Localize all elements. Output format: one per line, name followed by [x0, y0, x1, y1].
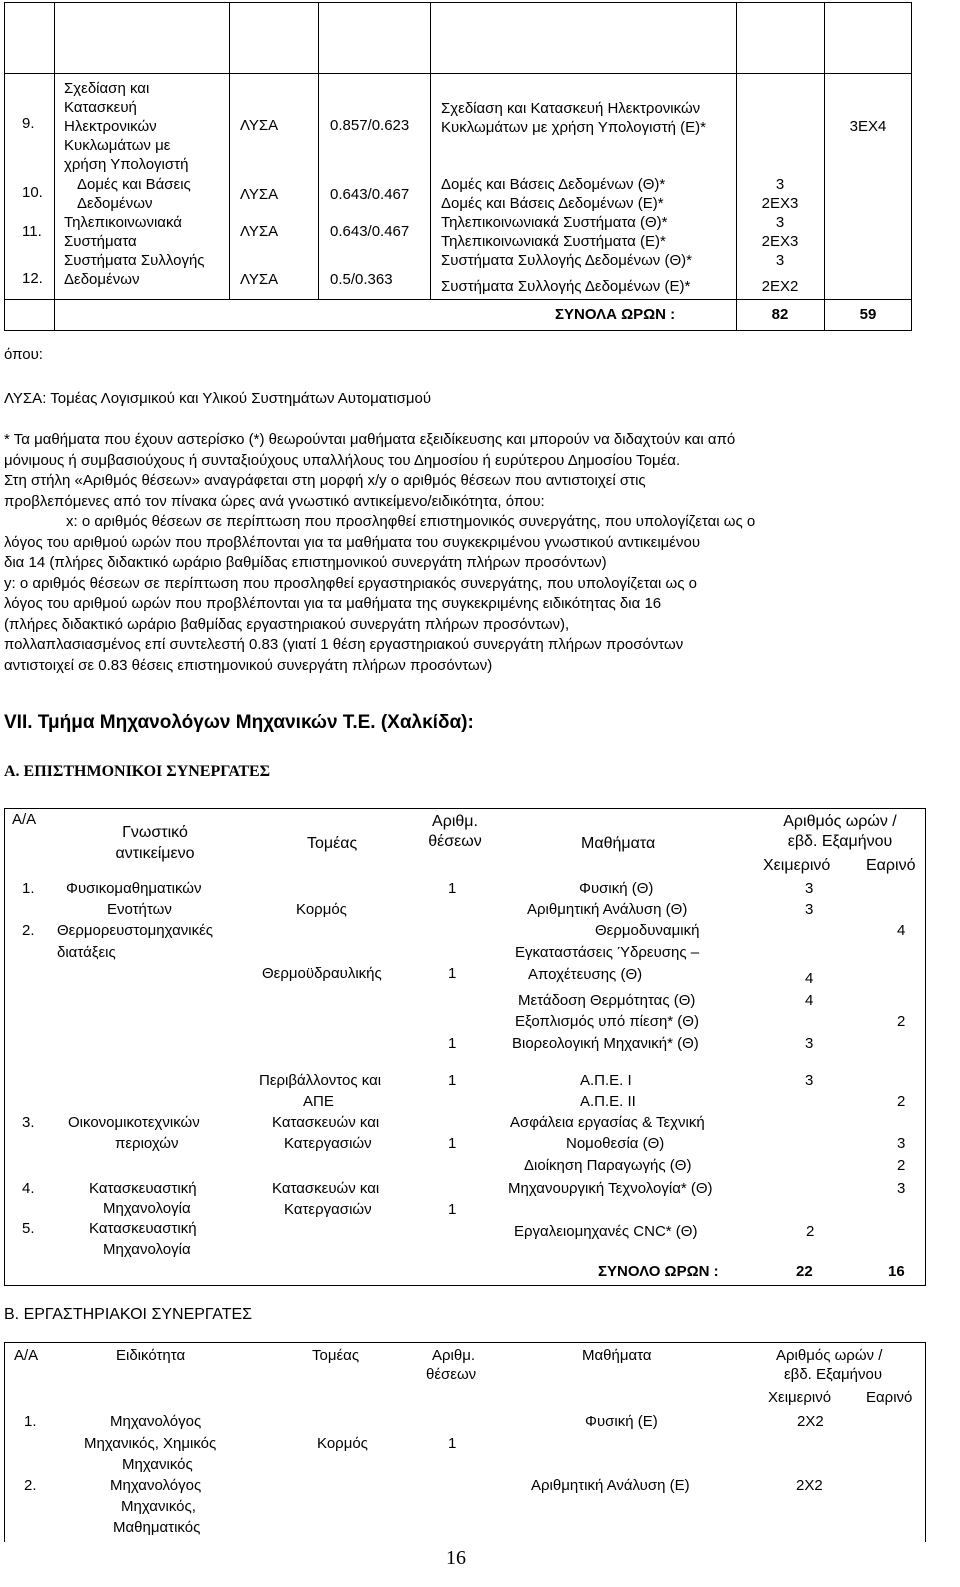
subsection-b-title: Β. ΕΡΓΑΣΤΗΡΙΑΚΟΙ ΣΥΝΕΡΓΑΤΕΣ [4, 1306, 253, 1323]
table-a-cell-a4sec2: Κατεργασιών [284, 1201, 372, 1218]
lysa-definition: ΛΥΣΑ: Τομέας Λογισμικού και Υλικού Συστημάτων Αυτοματισμού [4, 390, 432, 407]
course-name: Δομές και Βάσεις Δεδομένων (Ε)* [441, 195, 664, 212]
table-a-cell-a5s2: Μηχανολογία [103, 1241, 191, 1258]
subsection-a-title: Α. ΕΠΙΣΤΗΜΟΝΙΚΟΙ ΣΥΝΕΡΓΑΤΕΣ [4, 763, 271, 780]
table-a-cell-c4w: 4 [805, 970, 814, 987]
table-a-cell-a3n: 3. [22, 1114, 35, 1131]
subject-line: Κυκλωμάτων με [64, 137, 171, 154]
winter-hours: 2ΕΧ2 [761, 278, 799, 295]
header-positions: Αριθμ. [432, 1347, 476, 1364]
note-y-line: λόγος του αριθμού ωρών που προβλέπονται για τα μαθήματα της συγκεκριμένης ειδικότητας δια 16 [4, 595, 662, 612]
table-a-cell-c2w: 3 [805, 901, 814, 918]
total-label: ΣΥΝΟΛΟ ΩΡΩΝ : [598, 1263, 719, 1280]
table-a-cell-a3s1: Οικονομικοτεχνικών [68, 1114, 200, 1131]
positions: 1 [448, 1435, 457, 1452]
page-number: 16 [446, 1547, 466, 1569]
header-courses: Μαθήματα [581, 835, 656, 852]
where-label: όπου: [4, 346, 43, 363]
table-a-cell-a2sec: Θερμοϋδραυλικής [262, 965, 382, 982]
note-line: μόνιμους ή συμβασιούχους ή συνταξιούχους υπαλλήλους του Δημοσίου ή ευρύτερου Δημοσίου Τομέα. [4, 451, 681, 469]
course-name: Αριθμητική Ανάλυση (Ε) [531, 1477, 690, 1494]
row-number: 9. [22, 115, 35, 132]
header-positions: θέσεων [426, 1366, 477, 1383]
header-subject: αντικείμενο [115, 845, 195, 862]
course-name: Σχεδίαση και Κατασκευή Ηλεκτρονικών Κυκλωμάτων με χρήση Υπολογιστή (Ε)* [441, 100, 707, 136]
table-a-cell-a3sec2: Κατεργασιών [284, 1135, 372, 1152]
subject-line: Συστήματα [64, 233, 137, 250]
positions: 0.5/0.363 [330, 271, 393, 288]
table-a-cell-a3p: 1 [448, 1135, 457, 1152]
header-sector: Τομέας [312, 1347, 360, 1364]
sector: Κορμός [317, 1435, 368, 1452]
winter-hours: 3 [775, 252, 785, 269]
header-spring: Εαρινό [866, 1389, 913, 1406]
header-specialty: Ειδικότητα [116, 1347, 186, 1364]
note-y-line: y: ο αριθμός θέσεων σε περίπτωση που προσληφθεί εργαστηριακός συνεργάτης, που υπολογίζεται ως ο [4, 574, 697, 592]
header-courses: Μαθήματα [582, 1347, 652, 1364]
specialty-line: Μηχανικός [122, 1456, 193, 1473]
header-positions: θέσεων [428, 833, 482, 850]
subject-line: Συστήματα Συλλογής [64, 252, 205, 269]
specialty-line: Μηχανικός, Χημικός [84, 1435, 217, 1452]
table-a-cell-c7w: 3 [805, 1035, 814, 1052]
table-a-cell-a3s2: περιοχών [115, 1135, 179, 1152]
table-a-cell-c5: Μετάδοση Θερμότητας (Θ) [518, 992, 696, 1009]
sector: ΛΥΣΑ [240, 186, 279, 203]
table-a-cell-a2s2: διατάξεις [57, 944, 116, 961]
winter-hours: 3 [775, 176, 785, 193]
course-name: Τηλεπικοινωνιακά Συστήματα (Ε)* [441, 233, 666, 250]
note-y-line: (πλήρες διδακτικό ωράριο βαθμίδας εργαστηριακού συνεργάτη πλήρων προσόντων), [4, 615, 570, 633]
table-a-cell-c3: Θερμοδυναμική [595, 922, 700, 939]
table-a-cell-c9: Α.Π.Ε. ΙΙ [580, 1093, 636, 1110]
notes-block [4, 430, 944, 676]
subject-line: Τηλεπικοινωνιακά [64, 214, 182, 231]
table-a-cell-a3sec1: Κατασκευών και [272, 1114, 380, 1131]
table-a-cell-a1p: 1 [448, 880, 457, 897]
header-sector: Τομέας [307, 835, 358, 852]
course-name: Φυσική (Ε) [585, 1413, 658, 1430]
note-line: * Τα μαθήματα που έχουν αστερίσκο (*) θεωρούνται μαθήματα εξειδίκευσης και μπορούν να διδαχτούν και από [4, 431, 736, 448]
table-a-cell-a1s2: Ενοτήτων [107, 901, 172, 918]
header-winter: Χειμερινό [768, 1389, 832, 1406]
row-number: 2. [24, 1477, 37, 1494]
total-winter: 22 [796, 1263, 813, 1280]
subject-line: Σχεδίαση και [64, 80, 150, 97]
header-aa: Α/Α [12, 811, 37, 828]
note-y-line: πολλαπλασιασμένος επί συντελεστή 0.83 (γιατί 1 θέση εργαστηριακού συνεργάτη πλήρων προσόντων [4, 636, 684, 653]
table-a-cell-a1s1: Φυσικομαθηματικών [66, 880, 202, 897]
table-a-cell-c8w: 3 [805, 1072, 814, 1089]
spring-hours: 3ΕΧ4 [849, 118, 887, 135]
positions: 0.643/0.467 [330, 223, 410, 240]
table-a-cell-c9s: 2 [897, 1093, 906, 1110]
table-a-cell-pe2: ΑΠΕ [303, 1093, 334, 1110]
table-a-cell-a4s2: Μηχανολογία [103, 1200, 191, 1217]
table-a-cell-a1n: 1. [22, 880, 35, 897]
subject-line: Κατασκευή [64, 99, 137, 116]
winter-hours: 2ΕΧ3 [761, 195, 799, 212]
header-positions: Αριθμ. [432, 813, 478, 830]
header-hours: Αριθμός ωρών / [783, 813, 897, 830]
table-a-cell-c12s: 3 [897, 1180, 906, 1197]
table-a-cell-c13w: 2 [806, 1223, 815, 1240]
note-x-line: λόγος του αριθμού ωρών που προβλέπονται για τα μαθήματα του συγκεκριμένου γνωστικού αντικειμένου [4, 533, 701, 551]
sector: ΛΥΣΑ [240, 117, 279, 134]
note-line: Στη στήλη «Αριθμός θέσεων» αναγράφεται στη μορφή x/y ο αριθμός θέσεων που αντιστοιχεί στις [4, 472, 646, 489]
row-number: 12. [22, 270, 43, 287]
header-hours: εβδ. Εξαμήνου [784, 1366, 883, 1383]
note-x-line: δια 14 (πλήρες διδακτικό ωράριο βαθμίδας επιστημονικού συνεργάτη πλήρων προσόντων) [4, 554, 607, 571]
sector: ΛΥΣΑ [240, 223, 279, 240]
course-name: Συστήματα Συλλογής Δεδομένων (Θ)* [441, 252, 692, 269]
table-a-cell-c8: Α.Π.Ε. Ι [580, 1072, 632, 1089]
table-a-cell-c12: Μηχανουργική Τεχνολογία* (Θ) [508, 1180, 713, 1197]
table-a-cell-a2p: 1 [448, 965, 457, 982]
table-a-cell-a2n: 2. [22, 922, 35, 939]
specialty-line: Μηχανολόγος [110, 1477, 202, 1494]
table-a-cell-a2s1: Θερμορευστομηχανικές [57, 922, 213, 939]
section-title: VII. Τμήμα Μηχανολόγων Μηχανικών Τ.Ε. (Χαλκίδα): [4, 712, 474, 733]
table-a-cell-c4a: Εγκαταστάσεις Ύδρευσης – [515, 944, 700, 961]
table-a-cell-c6s: 2 [897, 1013, 906, 1030]
subject-line: Δομές και Βάσεις [77, 176, 191, 193]
table-a-cell-a4s1: Κατασκευαστική [89, 1180, 197, 1197]
row-number: 1. [24, 1413, 37, 1430]
table-a-cell-c11: Διοίκηση Παραγωγής (Θ) [524, 1157, 692, 1174]
course-name: Τηλεπικοινωνιακά Συστήματα (Θ)* [441, 214, 668, 231]
table-a-cell-c4b: Αποχέτευσης (Θ) [528, 966, 643, 983]
table-a-cell-c10b: Νομοθεσία (Θ) [566, 1135, 665, 1152]
table-a-cell-c7: Βιορεολογική Μηχανική* (Θ) [512, 1035, 699, 1052]
header-spring: Εαρινό [866, 857, 916, 874]
specialty-line: Μηχανικός, [121, 1498, 196, 1515]
specialty-line: Μαθηματικός [113, 1519, 201, 1536]
winter-hours: 3 [775, 214, 785, 231]
total-spring: 59 [859, 306, 877, 323]
table-a-cell-a5n: 5. [22, 1220, 35, 1237]
subject-line: Ηλεκτρονικών [64, 118, 157, 135]
total-winter: 82 [771, 306, 789, 323]
table-a-cell-a5s1: Κατασκευαστική [89, 1220, 197, 1237]
table-a-cell-c1: Φυσική (Θ) [579, 880, 654, 897]
table-a-cell-c13: Εργαλειομηχανές CNC* (Θ) [514, 1223, 698, 1240]
specialty-line: Μηχανολόγος [110, 1413, 202, 1430]
header-hours: εβδ. Εξαμήνου [787, 833, 893, 850]
course-name: Συστήματα Συλλογής Δεδομένων (Ε)* [441, 278, 691, 295]
table-a-cell-pe1: Περιβάλλοντος και [259, 1072, 382, 1089]
table-a-cell-c11s: 2 [897, 1157, 906, 1174]
subject-line: Δεδομένων [64, 271, 140, 288]
subject-line: Δεδομένων [77, 195, 153, 212]
table-a-cell-a1sec: Κορμός [296, 901, 347, 918]
subject-line: χρήση Υπολογιστή [64, 156, 189, 173]
table-a-cell-a4p: 1 [448, 1201, 457, 1218]
note-y-line: αντιστοιχεί σε 0.83 θέσεις επιστημονικού συνεργάτη πλήρων προσόντων) [4, 656, 493, 674]
total-spring: 16 [888, 1263, 905, 1280]
table-a-cell-c5w: 4 [805, 992, 814, 1009]
winter-hours: 2Χ2 [797, 1413, 824, 1430]
total-label: ΣΥΝΟΛΑ ΩΡΩΝ : [555, 306, 676, 323]
table-a-cell-c6: Εξοπλισμός υπό πίεση* (Θ) [515, 1013, 699, 1030]
course-name: Δομές και Βάσεις Δεδομένων (Θ)* [441, 176, 666, 193]
header-hours: Αριθμός ωρών / [776, 1347, 883, 1364]
row-number: 11. [22, 223, 42, 240]
table-a-cell-a4sec1: Κατασκευών και [272, 1180, 380, 1197]
sector: ΛΥΣΑ [240, 271, 279, 288]
table-a-cell-c2: Αριθμητική Ανάλυση (Θ) [527, 901, 688, 918]
positions: 0.643/0.467 [330, 186, 410, 203]
table-a-cell-a4n: 4. [22, 1180, 35, 1197]
table-a-cell-c1w: 3 [805, 880, 814, 897]
header-subject: Γνωστικό [122, 824, 188, 841]
note-line: προβλεπόμενες από τον πίνακα ώρες ανά γνωστικό αντικείμενο/ειδικότητα, όπου: [4, 492, 545, 510]
table-a-cell-pep: 1 [448, 1072, 457, 1089]
note-x-line: x: ο αριθμός θέσεων σε περίπτωση που προσληφθεί επιστημονικός συνεργάτης, που υπολογίζεται ως ο [66, 513, 756, 530]
winter-hours: 2ΕΧ3 [761, 233, 799, 250]
header-aa: Α/Α [14, 1347, 39, 1364]
positions: 0.857/0.623 [330, 117, 410, 134]
table-a-cell-c10s: 3 [897, 1135, 906, 1152]
table-a-cell-c7p: 1 [448, 1035, 457, 1052]
table-a-cell-c3s: 4 [897, 922, 906, 939]
row-number: 10. [22, 184, 43, 201]
table-a-cell-c10a: Ασφάλεια εργασίας & Τεχνική [510, 1114, 705, 1131]
winter-hours: 2Χ2 [796, 1477, 823, 1494]
header-winter: Χειμερινό [763, 857, 831, 874]
